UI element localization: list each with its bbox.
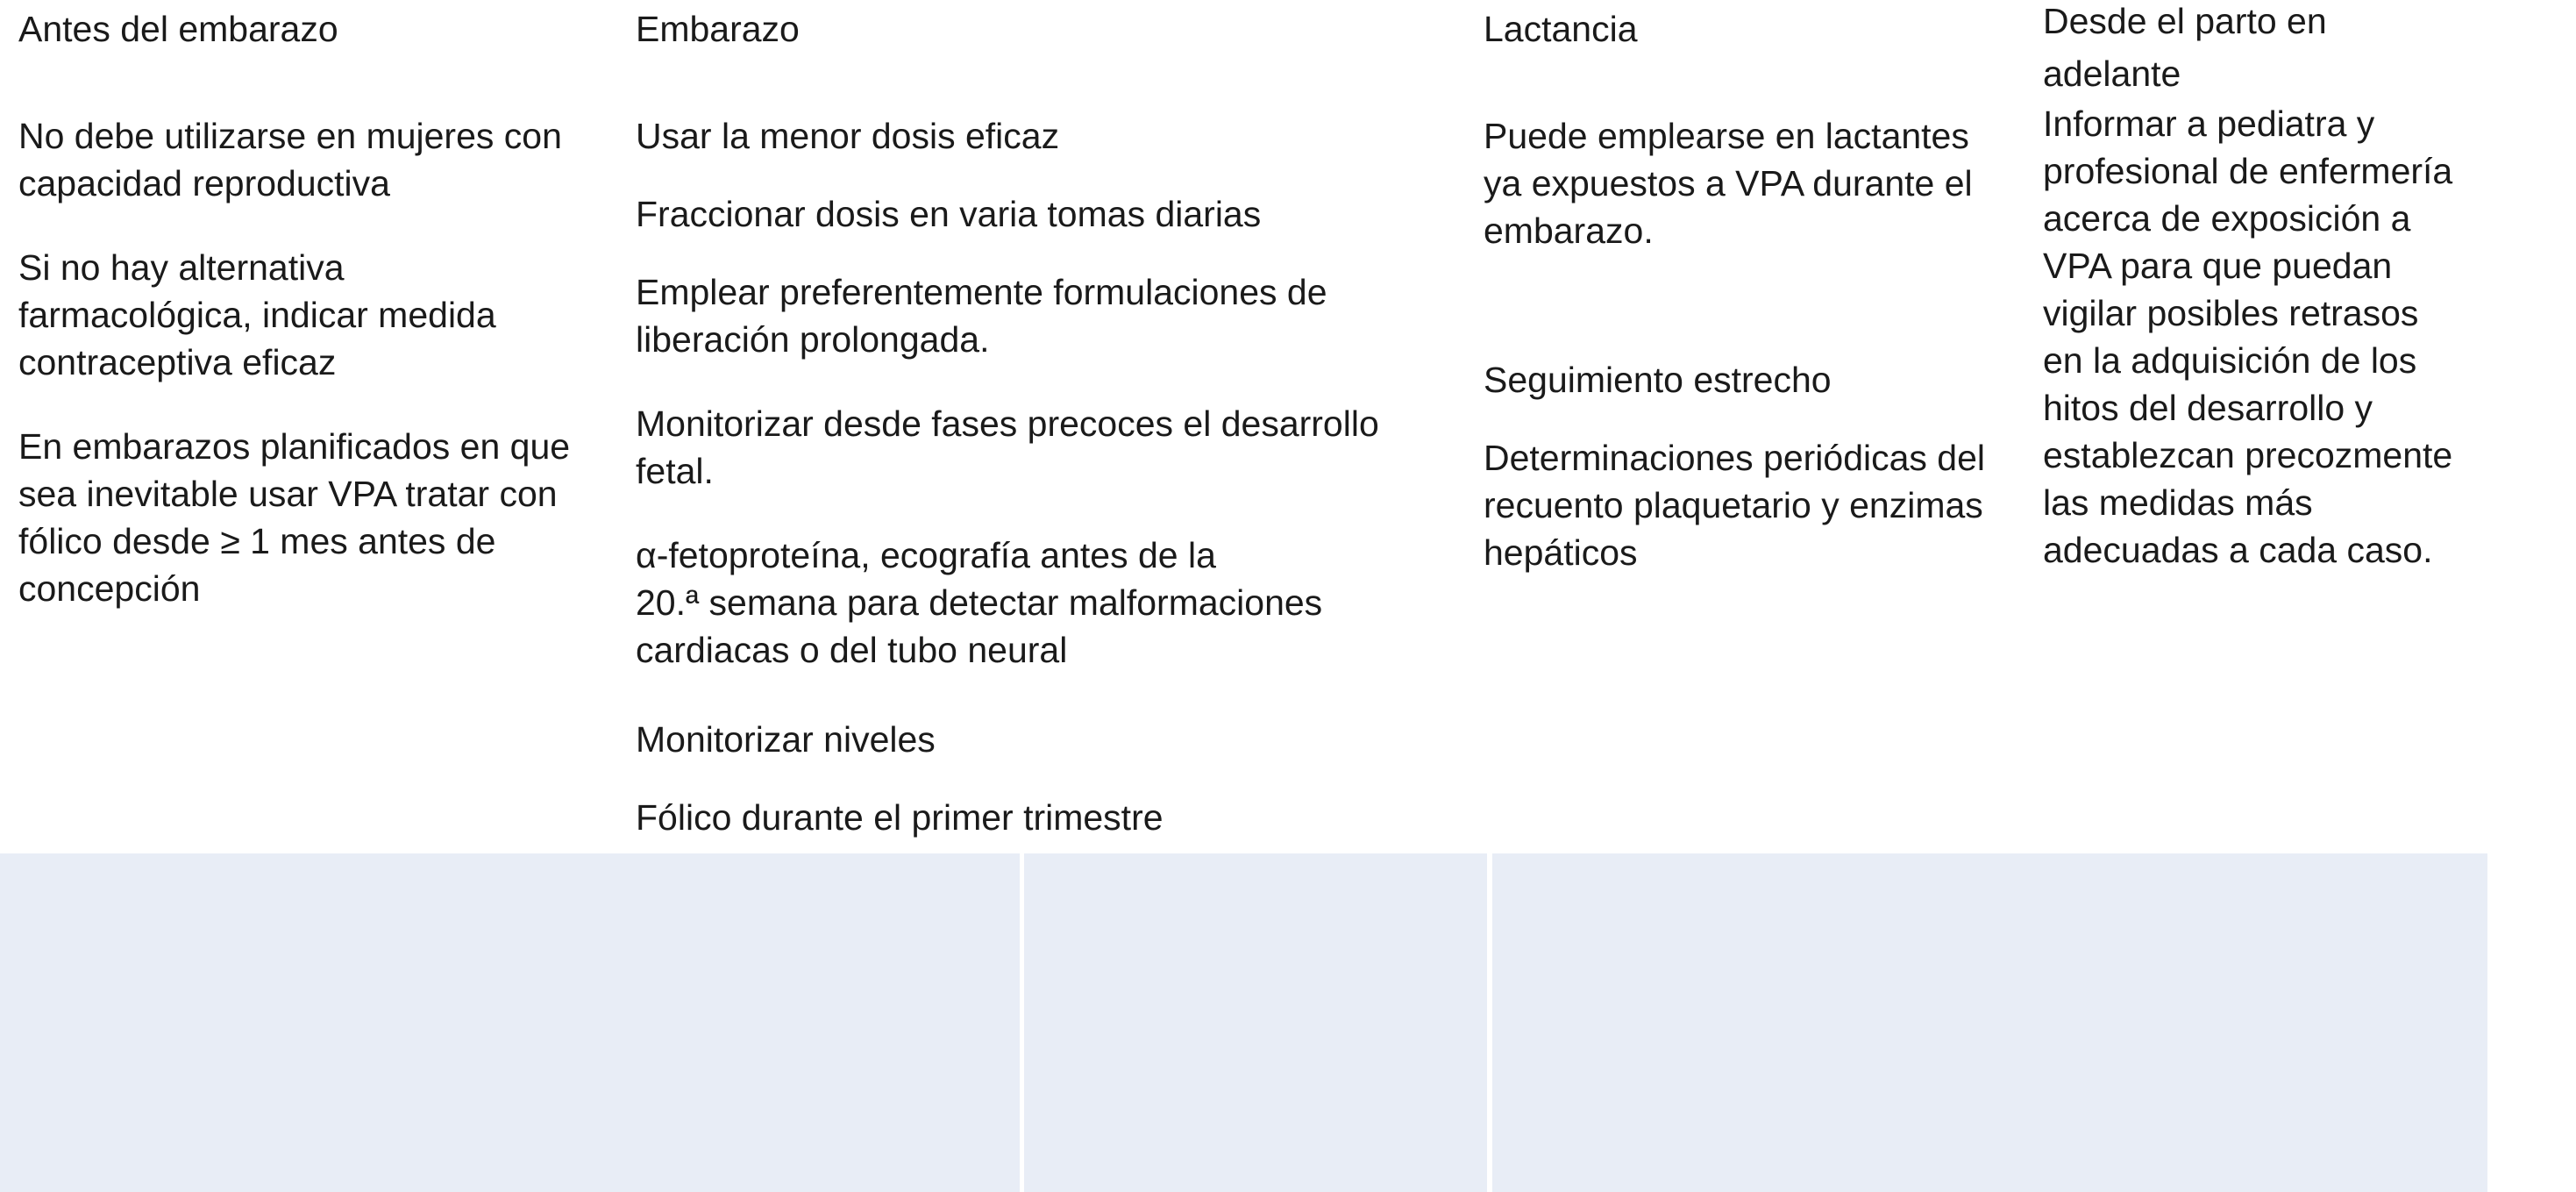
- column-before-pregnancy: [18, 5, 623, 612]
- list-item: Determinaciones periódicas del recuento plaquetario y enzimas hepáticos: [1484, 438, 1986, 573]
- list-item: Monitorizar niveles: [636, 719, 936, 760]
- column-pregnancy: [636, 5, 1477, 841]
- column-heading: Embarazo: [636, 9, 800, 49]
- column-heading: Antes del embarazo: [18, 9, 338, 49]
- empty-table-cell: [1492, 853, 2487, 1192]
- column-postpartum: [2043, 0, 2569, 574]
- empty-table-cell: [0, 853, 1020, 1192]
- list-item: En embarazos planificados en que sea inevitable usar VPA tratar con fólico desde ≥ 1 mes antes de concepción: [18, 426, 571, 609]
- empty-table-cell: [1024, 853, 1487, 1192]
- list-item: Si no hay alternativa farmacológica, indicar medida contraceptiva eficaz: [18, 247, 496, 382]
- list-item: Seguimiento estrecho: [1484, 360, 1832, 400]
- column-lactation: [1484, 5, 2036, 576]
- column-heading: Lactancia: [1484, 9, 1638, 49]
- list-item: Usar la menor dosis eficaz: [636, 116, 1060, 156]
- list-item: Emplear preferentemente formulaciones de liberación prolongada.: [636, 272, 1327, 360]
- list-item: Fraccionar dosis en varia tomas diarias: [636, 194, 1262, 234]
- column-heading: Desde el parto en adelante: [2043, 1, 2327, 94]
- list-item: Puede emplearse en lactantes ya expuestos a VPA durante el embarazo.: [1484, 116, 1973, 251]
- list-item: α-fetoproteína, ecografía antes de la 20.ª semana para detectar malformaciones cardiacas o del tubo neural: [636, 535, 1323, 670]
- list-item: Informar a pediatra y profesional de enfermería acerca de exposición a VPA para que puedan vigilar posibles retrasos en la adquisición de los hitos del desarrollo y establezcan precozmente las medidas más adecuadas a cada caso.: [2043, 103, 2453, 570]
- list-item: No debe utilizarse en mujeres con capacidad reproductiva: [18, 116, 562, 203]
- list-item: Fólico durante el primer trimestre: [636, 797, 1163, 838]
- list-item: Monitorizar desde fases precoces el desarrollo fetal.: [636, 403, 1379, 491]
